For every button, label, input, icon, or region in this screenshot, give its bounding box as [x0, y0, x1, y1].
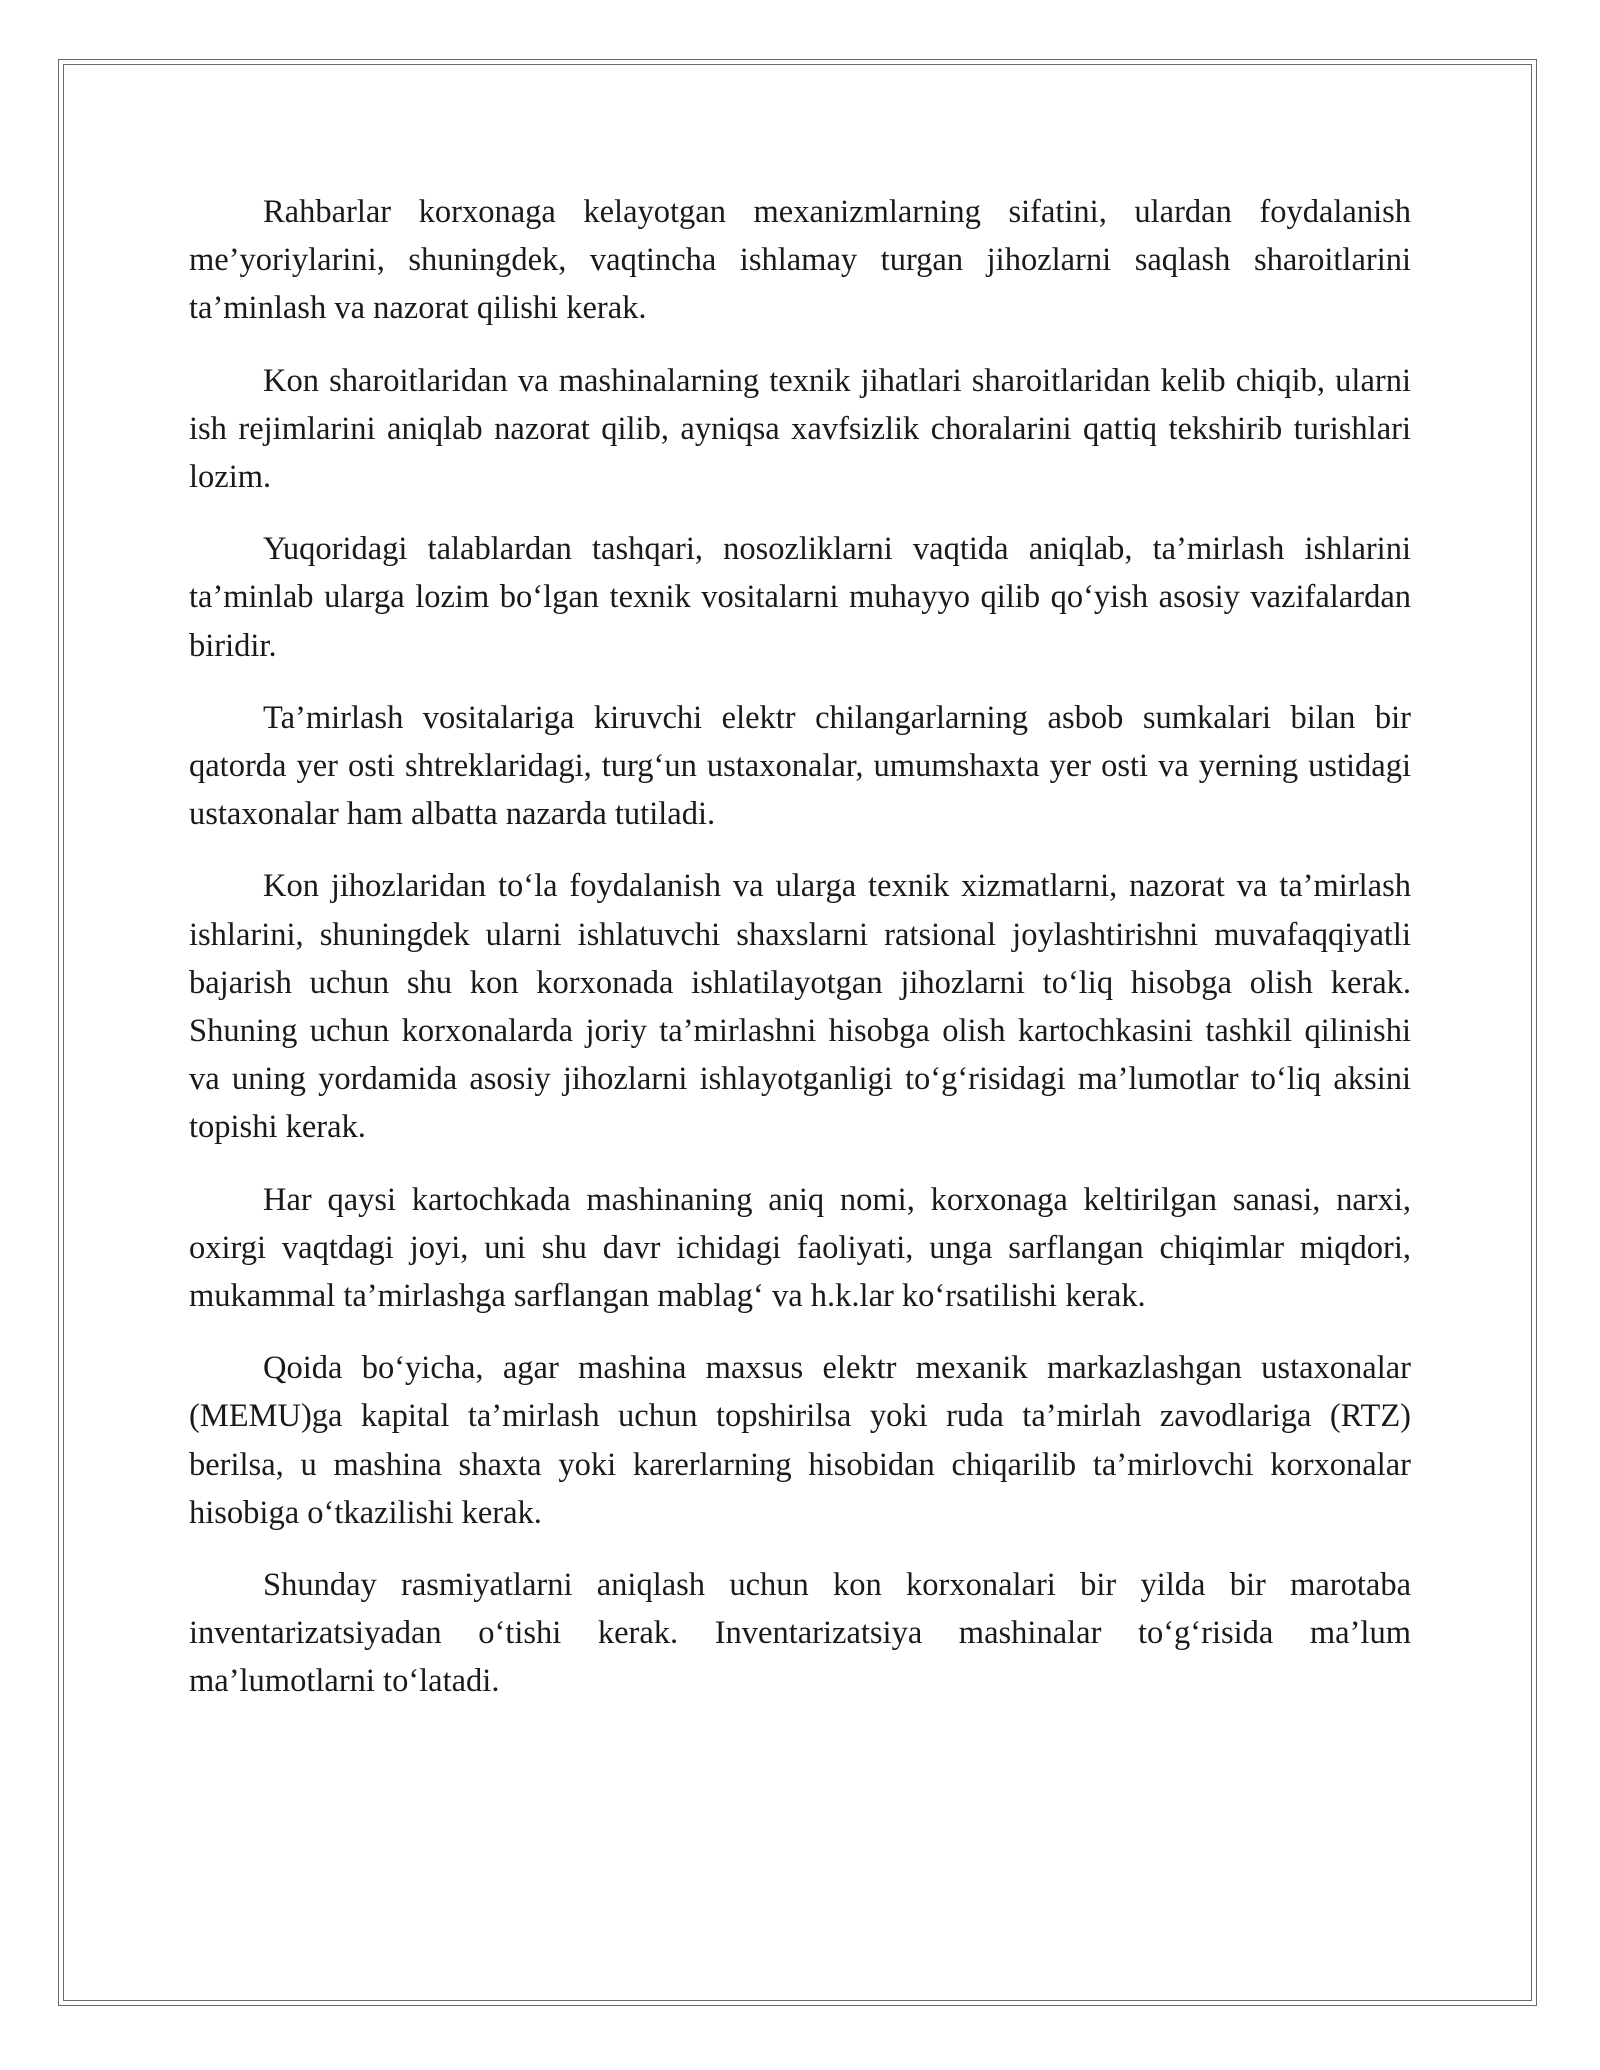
- paragraph-6: Har qaysi kartochkada mashinaning aniq nomi, korxonaga keltirilgan sanasi, narxi, oxirgi vaqtdagi joyi, uni shu davr ichidagi faoliyati, unga sarflangan chiqimlar miqdori, mukammal ta’mirlashga sarflangan mablag‘ va h.k.lar ko‘rsatilishi kerak.: [189, 1181, 1411, 1315]
- paragraph-5: Kon jihozlaridan to‘la foydalanish va ularga texnik xizmatlarni, nazorat va ta’mirlash ishlarini, shuningdek ularni ishlatuvchi shaxslarni ratsional joylashtirishni muvafaqqiyatli bajarish uchun shu kon korxonada ishlatilayotgan jihozlarni to‘liq hisobga olish kerak. Shuning uchun korxonalarda joriy ta’mirlashni hisobga olish kartochkasini tashkil qilinishi va uning yordamida asosiy jihozlarni ishlayotganligi to‘g‘risidagi ma’lumotlar to‘liq aksini topishi kerak.: [189, 868, 1411, 1146]
- document-body: [189, 188, 1411, 1730]
- paragraph-4: Ta’mirlash vositalariga kiruvchi elektr chilangarlarning asbob sumkalari bilan bir qatorda yer osti shtreklaridagi, turg‘un ustaxonalar, umumshaxta yer osti va yerning ustidagi ustaxonalar ham albatta nazarda tutiladi.: [189, 699, 1411, 833]
- paragraph-2: Kon sharoitlaridan va mashinalarning texnik jihatlari sharoitlaridan kelib chiqib, ularni ish rejimlarini aniqlab nazorat qilib, ayniqsa xavfsizlik choralarini qattiq tekshirib turishlari lozim.: [189, 362, 1411, 496]
- paragraph-1: Rahbarlar korxonaga kelayotgan mexanizmlarning sifatini, ulardan foydalanish me’yoriylarini, shuningdek, vaqtincha ishlamay turgan jihozlarni saqlash sharoitlarini ta’minlash va nazorat qilishi kerak.: [189, 194, 1411, 327]
- paragraph-7: Qoida bo‘yicha, agar mashina maxsus elektr mexanik markazlashgan ustaxonalar (MEMU)ga kapital ta’mirlash uchun topshirilsa yoki ruda ta’mirlah zavodlariga (RTZ) berilsa, u mashina shaxta yoki karerlarning hisobidan chiqarilib ta’mirlovchi korxonalar hisobiga o‘tkazilishi kerak.: [189, 1350, 1411, 1531]
- paragraph-3: Yuqoridagi talablardan tashqari, nosozliklarni vaqtida aniqlab, ta’mirlash ishlarini ta’minlab ularga lozim bo‘lgan texnik vositalarni muhayyo qilib qo‘yish asosiy vazifalardan biridir.: [189, 531, 1411, 664]
- paragraph-8: Shunday rasmiyatlarni aniqlash uchun kon korxonalari bir yilda bir marotaba inventarizatsiyadan o‘tishi kerak. Inventarizatsiya mashinalar to‘g‘risida ma’lum ma’lumotlarni to‘latadi.: [189, 1567, 1411, 1700]
